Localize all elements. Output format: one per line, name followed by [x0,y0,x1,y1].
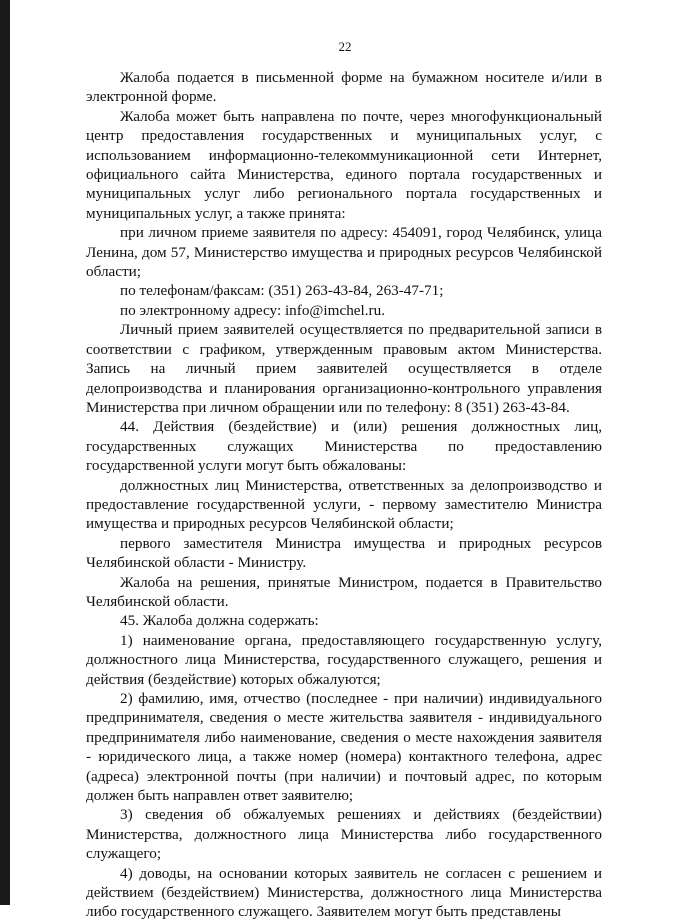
paragraph-complaint-form: Жалоба подается в письменной форме на бумажном носителе и/или в электронной форме. [86,69,602,106]
paragraph-email: по электронному адресу: info@imchel.ru. [120,301,385,319]
paragraph-appeal-to-first-deputy: должностных лиц Министерства, ответственных за делопроизводство и предоставление государственной услуги, - первому заместителю Министра имущества и природных ресурсов Челябинской области; [86,476,602,533]
paragraph-item-1: 1) наименование органа, предоставляющего государственную услугу, должностного лица Министерства, государственного служащего, решения и действия (бездействие) которых обжалуются; [86,631,602,688]
paragraph-item-4: 4) доводы, на основании которых заявитель не согласен с решением и действием (бездействием) Министерства, должностного лица Министерства либо государственного служащего. Заявителем могут быть представлены [86,864,602,921]
scan-edge [0,0,10,905]
paragraph-reception-schedule: Личный прием заявителей осуществляется по предварительной записи в соответствии с графиком, утвержденным правовым актом Министерства. Запись на личный прием заявителей осуществляется в отделе делопроизводства и планирования организационно-контрольного управления Министерства при личном обращении или по телефону: 8 (351) 263-43-84. [86,321,602,416]
paragraph-submission-channels: Жалоба может быть направлена по почте, через многофункциональный центр предоставления государственных и муниципальных услуг, с использованием информационно-телекоммуникационной сети Интернет, официального сайта Министерства, единого портала государственных и муниципальных услуг либо регионального портала государственных и муниципальных услуг, а также принята: [86,107,602,222]
paragraph-item-3: 3) сведения об обжалуемых решениях и действиях (бездействии) Министерства, должностного лица Министерства либо государственного служащего; [86,806,602,863]
paragraph-item-2: 2) фамилию, имя, отчество (последнее - при наличии) индивидуального предпринимателя, сведения о месте жительства заявителя - индивидуального предпринимателя либо наименование, сведения о месте нахождения заявителя - юридического лица, а также номер (номера) контактного телефона, адрес (адреса) электронной почты (при наличии) и почтовый адрес, по которым должен быть направлен ответ заявителю; [86,690,602,805]
paragraph-personal-reception-address: при личном приеме заявителя по адресу: 454091, город Челябинск, улица Ленина, дом 57, Министерство имущества и природных ресурсов Челябинской области; [86,224,602,281]
paragraph-section-45: 45. Жалоба должна содержать: [120,612,319,630]
document-body [86,68,602,922]
paragraph-phone-fax: по телефонам/факсам: (351) 263-43-84, 263-47-71; [120,282,444,300]
paragraph-appeal-to-minister: первого заместителя Министра имущества и природных ресурсов Челябинской области - Министру. [86,534,602,572]
page-number: 22 [338,39,352,54]
paragraph-appeal-to-government: Жалоба на решения, принятые Министром, подается в Правительство Челябинской области. [86,573,602,610]
paragraph-section-44: 44. Действия (бездействие) и (или) решения должностных лиц, государственных служащих Министерства по предоставлению государственной услуги могут быть обжалованы: [86,418,602,475]
